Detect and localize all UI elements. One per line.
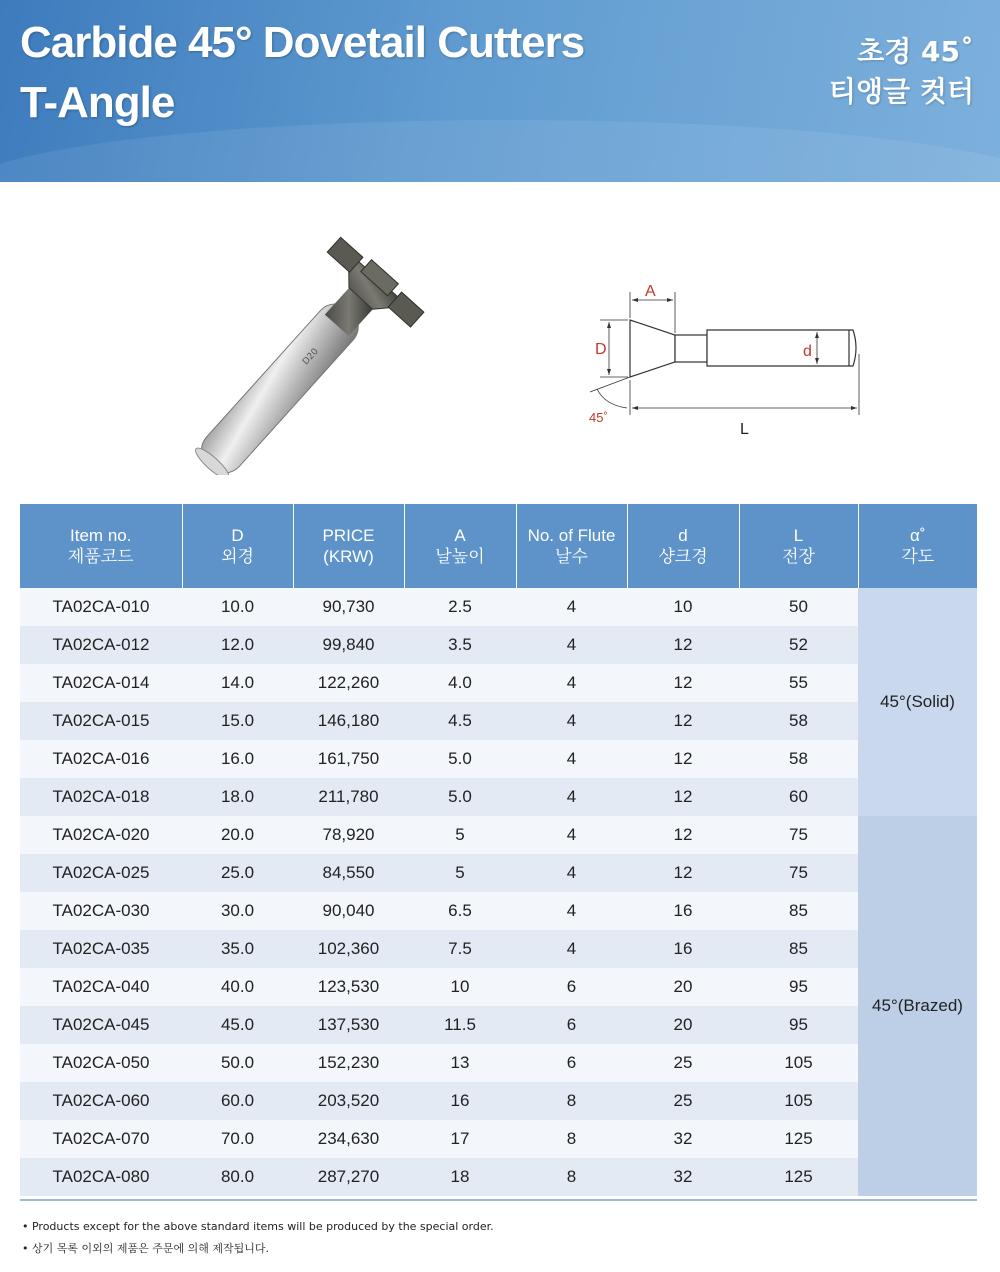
cell-item-no: TA02CA-045 xyxy=(20,1006,182,1044)
cell-total-length: 50 xyxy=(739,588,858,626)
cell-flute-height: 5 xyxy=(404,816,516,854)
table-row xyxy=(20,1044,977,1082)
title-line-2: T-Angle xyxy=(20,78,175,127)
cell-total-length: 125 xyxy=(739,1120,858,1158)
header-angle: α˚ 각도 xyxy=(858,504,977,588)
cell-total-length: 85 xyxy=(739,892,858,930)
cell-item-no: TA02CA-030 xyxy=(20,892,182,930)
page-header xyxy=(0,0,1000,182)
cell-item-no: TA02CA-080 xyxy=(20,1158,182,1196)
cell-item-no: TA02CA-035 xyxy=(20,930,182,968)
cell-price: 123,530 xyxy=(293,968,404,1006)
cell-item-no: TA02CA-010 xyxy=(20,588,182,626)
cell-item-no: TA02CA-050 xyxy=(20,1044,182,1082)
cell-shank-diameter: 12 xyxy=(627,740,739,778)
cell-outer-diameter: 15.0 xyxy=(182,702,293,740)
korean-title-line-2: 티앵글 컷터 xyxy=(829,75,974,108)
cell-shank-diameter: 32 xyxy=(627,1120,739,1158)
table-row xyxy=(20,588,977,626)
korean-title-line-1: 초경 45˚ xyxy=(857,35,974,68)
cell-total-length: 105 xyxy=(739,1082,858,1120)
cell-outer-diameter: 80.0 xyxy=(182,1158,293,1196)
cell-flute-height: 4.0 xyxy=(404,664,516,702)
cell-price: 146,180 xyxy=(293,702,404,740)
cell-flute-height: 17 xyxy=(404,1120,516,1158)
title-line-1: Carbide 45° Dovetail Cutters xyxy=(20,18,585,67)
header-price: PRICE (KRW) xyxy=(293,504,404,588)
header-d-outer: D 외경 xyxy=(182,504,293,588)
cell-item-no: TA02CA-012 xyxy=(20,626,182,664)
table-row xyxy=(20,702,977,740)
dim-label-d: d xyxy=(803,343,812,360)
cell-flute-height: 6.5 xyxy=(404,892,516,930)
cell-price: 102,360 xyxy=(293,930,404,968)
cell-flute-height: 4.5 xyxy=(404,702,516,740)
cell-flute-height: 10 xyxy=(404,968,516,1006)
cell-item-no: TA02CA-025 xyxy=(20,854,182,892)
header-length: L 전장 xyxy=(739,504,858,588)
cell-flute-height: 5.0 xyxy=(404,740,516,778)
cell-total-length: 75 xyxy=(739,816,858,854)
cell-price: 99,840 xyxy=(293,626,404,664)
cell-outer-diameter: 16.0 xyxy=(182,740,293,778)
cell-shank-diameter: 16 xyxy=(627,892,739,930)
cell-total-length: 55 xyxy=(739,664,858,702)
cell-flute-height: 5 xyxy=(404,854,516,892)
dim-label-A: A xyxy=(645,283,656,300)
cell-shank-diameter: 20 xyxy=(627,968,739,1006)
diagram-head xyxy=(630,320,675,377)
cell-total-length: 75 xyxy=(739,854,858,892)
table-row xyxy=(20,816,977,854)
cell-outer-diameter: 25.0 xyxy=(182,854,293,892)
cell-price: 203,520 xyxy=(293,1082,404,1120)
cell-shank-diameter: 12 xyxy=(627,702,739,740)
cell-price: 161,750 xyxy=(293,740,404,778)
table-row xyxy=(20,1006,977,1044)
cell-flute-count: 4 xyxy=(516,892,627,930)
cell-price: 152,230 xyxy=(293,1044,404,1082)
cell-price: 137,530 xyxy=(293,1006,404,1044)
table-row xyxy=(20,778,977,816)
cell-flute-count: 4 xyxy=(516,702,627,740)
cell-shank-diameter: 32 xyxy=(627,1158,739,1196)
cell-outer-diameter: 14.0 xyxy=(182,664,293,702)
cell-item-no: TA02CA-020 xyxy=(20,816,182,854)
cell-total-length: 60 xyxy=(739,778,858,816)
cell-flute-height: 5.0 xyxy=(404,778,516,816)
diagram-neck xyxy=(675,335,707,362)
cell-shank-diameter: 12 xyxy=(627,778,739,816)
cell-total-length: 95 xyxy=(739,968,858,1006)
cell-price: 287,270 xyxy=(293,1158,404,1196)
table-row xyxy=(20,1158,977,1196)
table-row xyxy=(20,626,977,664)
cell-shank-diameter: 12 xyxy=(627,816,739,854)
cell-flute-height: 11.5 xyxy=(404,1006,516,1044)
cell-flute-count: 6 xyxy=(516,1006,627,1044)
cell-item-no: TA02CA-060 xyxy=(20,1082,182,1120)
cell-item-no: TA02CA-016 xyxy=(20,740,182,778)
cell-price: 211,780 xyxy=(293,778,404,816)
table-row xyxy=(20,854,977,892)
angle-ref-line xyxy=(590,377,630,392)
footnote-en: • Products except for the above standard items will be produced by the special order. xyxy=(22,1220,494,1233)
cell-outer-diameter: 60.0 xyxy=(182,1082,293,1120)
cell-outer-diameter: 30.0 xyxy=(182,892,293,930)
diagram-shank xyxy=(707,330,856,366)
cell-item-no: TA02CA-015 xyxy=(20,702,182,740)
cell-flute-height: 13 xyxy=(404,1044,516,1082)
cell-flute-count: 8 xyxy=(516,1158,627,1196)
dim-label-D: D xyxy=(595,341,607,358)
cell-price: 122,260 xyxy=(293,664,404,702)
table-row xyxy=(20,968,977,1006)
cell-outer-diameter: 10.0 xyxy=(182,588,293,626)
cell-item-no: TA02CA-070 xyxy=(20,1120,182,1158)
header-a: A 날높이 xyxy=(404,504,516,588)
header-shank: d 샹크경 xyxy=(627,504,739,588)
table-row xyxy=(20,664,977,702)
table-bottom-rule xyxy=(20,1199,977,1201)
cell-flute-height: 16 xyxy=(404,1082,516,1120)
cell-shank-diameter: 16 xyxy=(627,930,739,968)
footnote-kr: • 상기 목록 이외의 제품은 주문에 의해 제작됩니다. xyxy=(22,1242,269,1255)
cell-flute-count: 4 xyxy=(516,740,627,778)
cell-flute-height: 7.5 xyxy=(404,930,516,968)
cell-shank-diameter: 12 xyxy=(627,854,739,892)
cell-outer-diameter: 20.0 xyxy=(182,816,293,854)
spec-table xyxy=(20,504,977,1196)
cell-outer-diameter: 70.0 xyxy=(182,1120,293,1158)
cell-flute-count: 4 xyxy=(516,816,627,854)
cell-flute-count: 6 xyxy=(516,968,627,1006)
cell-total-length: 58 xyxy=(739,702,858,740)
cell-flute-height: 2.5 xyxy=(404,588,516,626)
cell-shank-diameter: 12 xyxy=(627,664,739,702)
cell-flute-height: 3.5 xyxy=(404,626,516,664)
table-row xyxy=(20,740,977,778)
cell-price: 90,040 xyxy=(293,892,404,930)
cell-flute-count: 8 xyxy=(516,1082,627,1120)
cell-item-no: TA02CA-040 xyxy=(20,968,182,1006)
cell-outer-diameter: 18.0 xyxy=(182,778,293,816)
cell-flute-count: 6 xyxy=(516,1044,627,1082)
header-flutes: No. of Flute 날수 xyxy=(516,504,627,588)
table-row xyxy=(20,930,977,968)
cell-flute-count: 4 xyxy=(516,854,627,892)
cell-angle-solid: 45°(Solid) xyxy=(858,588,977,816)
cell-outer-diameter: 35.0 xyxy=(182,930,293,968)
cell-angle-brazed: 45°(Brazed) xyxy=(858,816,977,1196)
dim-label-L: L xyxy=(740,421,749,438)
cell-shank-diameter: 20 xyxy=(627,1006,739,1044)
cell-flute-count: 4 xyxy=(516,664,627,702)
cell-outer-diameter: 45.0 xyxy=(182,1006,293,1044)
cell-flute-height: 18 xyxy=(404,1158,516,1196)
cell-total-length: 105 xyxy=(739,1044,858,1082)
cell-flute-count: 4 xyxy=(516,930,627,968)
cell-shank-diameter: 12 xyxy=(627,626,739,664)
cell-item-no: TA02CA-014 xyxy=(20,664,182,702)
cell-total-length: 95 xyxy=(739,1006,858,1044)
cell-price: 78,920 xyxy=(293,816,404,854)
table-body xyxy=(20,588,977,1196)
cell-price: 84,550 xyxy=(293,854,404,892)
cell-flute-count: 4 xyxy=(516,778,627,816)
cell-flute-count: 8 xyxy=(516,1120,627,1158)
cell-total-length: 52 xyxy=(739,626,858,664)
footnotes xyxy=(22,1216,494,1260)
cell-total-length: 85 xyxy=(739,930,858,968)
dim-label-angle: 45˚ xyxy=(589,410,608,425)
table-row xyxy=(20,892,977,930)
angle-arc xyxy=(597,389,627,408)
product-photo xyxy=(150,235,470,475)
cell-shank-diameter: 25 xyxy=(627,1082,739,1120)
table-row xyxy=(20,1082,977,1120)
table-row xyxy=(20,1120,977,1158)
cell-outer-diameter: 50.0 xyxy=(182,1044,293,1082)
cell-shank-diameter: 25 xyxy=(627,1044,739,1082)
header-item-no: Item no. 제품코드 xyxy=(20,504,182,588)
table-header-row xyxy=(20,504,977,588)
cell-price: 234,630 xyxy=(293,1120,404,1158)
cell-outer-diameter: 12.0 xyxy=(182,626,293,664)
cell-price: 90,730 xyxy=(293,588,404,626)
dimension-diagram xyxy=(575,270,875,450)
cell-outer-diameter: 40.0 xyxy=(182,968,293,1006)
cell-flute-count: 4 xyxy=(516,626,627,664)
cell-flute-count: 4 xyxy=(516,588,627,626)
shank-marking: D20 xyxy=(301,346,321,368)
cell-total-length: 58 xyxy=(739,740,858,778)
cell-item-no: TA02CA-018 xyxy=(20,778,182,816)
cell-total-length: 125 xyxy=(739,1158,858,1196)
cell-shank-diameter: 10 xyxy=(627,588,739,626)
